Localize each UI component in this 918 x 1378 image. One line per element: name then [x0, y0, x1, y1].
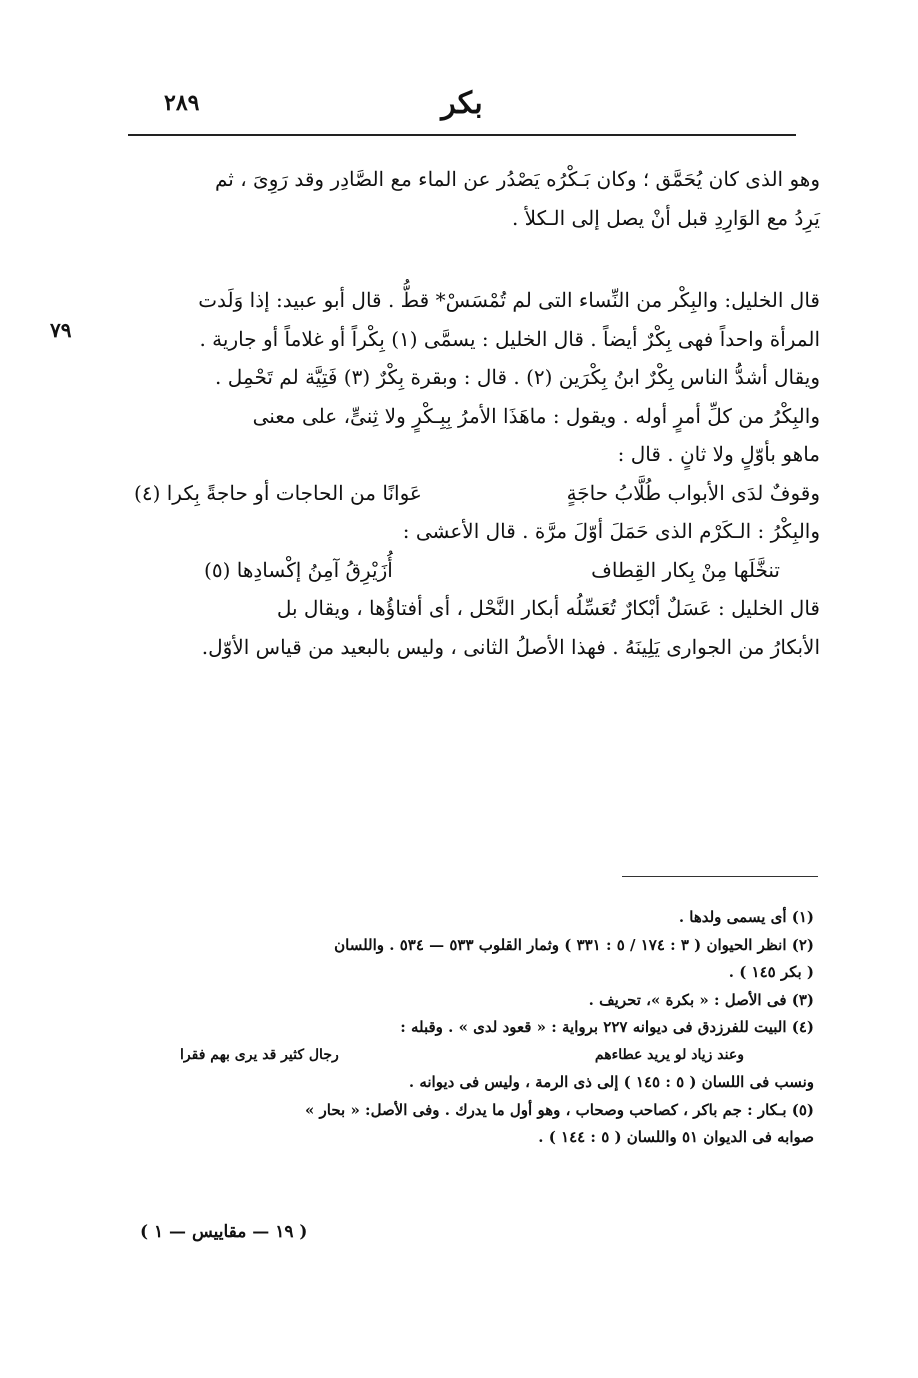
text-line: ماهو بأوّلٍ ولا ثانٍ . قال : — [617, 442, 820, 466]
page-number: ٢٨٩ — [164, 90, 200, 116]
entry-number: ٧٩ — [50, 318, 72, 342]
footnote-continuation: ونسب فى اللسان ( ٥ : ١٤٥ ) إلى ذى الرمة ، وليس فى ديوانه . — [408, 1073, 814, 1091]
verse-hemistich: تنخَّلَها مِنْ بِكار القِطاف — [591, 557, 780, 582]
text-line: المرأة واحداً فهى بِكْرٌ أيضاً . قال الخليل : يسمَّى (١) بِكْراً أو غلاماً أو جارية . — [199, 326, 820, 351]
running-title: بكر — [441, 86, 483, 121]
text-line: قال الخليل: والبِكْر من النِّساء التى لم تُمْسَسْ* قطُّ . قال أبو عبيد: إذا وَلَدت — [198, 288, 820, 312]
verse-line — [134, 551, 820, 590]
footnote-verse — [140, 1042, 814, 1070]
text-line: يَرِدُ مع الوَارِدِ قبل أنْ يصل إلى الـكلأ . — [511, 205, 820, 230]
page-header — [128, 80, 796, 136]
verse-hemistich: عَوانًا من الحاجات أو حاجةً بِكرا (٤) — [134, 480, 422, 505]
footnote: (٣) فى الأصل : « بكرة »، تحريف . — [588, 990, 814, 1009]
footnote-continuation: ( بكر ١٤٥ ) . — [728, 963, 814, 981]
text-line: ويقال أشدُّ الناس بِكْرٌ ابنُ بِكْرَين (٢) . قال : وبقرة بِكْرٌ (٣) فَتِيَّة لم تَحْمِل . — [215, 365, 820, 389]
header-rule — [128, 134, 796, 136]
verse-hemistich: وقوفٌ لدَى الأبواب طُلَّابُ حاجَةٍ — [566, 480, 820, 505]
verse-hemistich: أُزَيْرِقُ آمِنُ إكْسادِها (٥) — [204, 557, 393, 582]
text-line: قال الخليل : عَسَلٌ أبْكارٌ تُعَسِّلُه أبكار النَّحْل ، أى أفتاؤُها ، ويقال بل — [276, 596, 820, 620]
footnote-rule — [622, 876, 818, 877]
footnote: (٤) البيت للفرزدق فى ديوانه ٢٢٧ برواية : « قعود لدى » . وقبله : — [400, 1018, 814, 1036]
text-line: الأبكارُ من الجوارى يَلِينَهُ . فهذا الأصلُ الثانى ، وليس بالبعيد من قياس الأوّل. — [201, 634, 820, 659]
verse-hemistich: وعند زياد لو يريد عطاءهم — [594, 1046, 744, 1063]
footnote: (١) أى يسمى ولدها . — [678, 908, 814, 926]
footnote: (٥) بـكار : جم باكر ، كصاحب وصحاب ، وهو أول ما يدرك . وفى الأصل: « بحار » — [304, 1100, 814, 1119]
paragraph-gap — [134, 237, 820, 281]
text-line: والبِكْرُ من كلِّ أمرٍ أوله . ويقول : ماهَذَا الأمرُ بِبِـكْرٍ ولا ثِنىٍّ، على معنى — [252, 403, 820, 428]
text-line: والبِكْرُ : الـكَرْم الذى حَمَلَ أوّلَ مرَّة . قال الأعشى : — [402, 519, 820, 543]
verse-hemistich: رجال كثير قد يرى بهم فقرا — [180, 1046, 339, 1063]
verse-line — [134, 474, 820, 513]
text-line: وهو الذى كان يُحَمَّق ؛ وكان بَـكْرُه يَصْدُر عن الماء مع الصَّادِر وقد رَوِىَ ، ثم — [215, 167, 820, 191]
footnote-continuation: صوابه فى الديوان ٥١ واللسان ( ٥ : ١٤٤ ) . — [538, 1128, 814, 1146]
main-text — [134, 160, 820, 666]
signature-mark: ( ١٩ — مقاييس — ١ ) — [140, 1222, 308, 1242]
footnotes — [140, 904, 814, 1152]
footnote: (٢) انظر الحيوان ( ٣ : ١٧٤ / ٥ : ٣٣١ ) وثمار القلوب ٥٣٣ — ٥٣٤ . واللسان — [334, 935, 814, 954]
